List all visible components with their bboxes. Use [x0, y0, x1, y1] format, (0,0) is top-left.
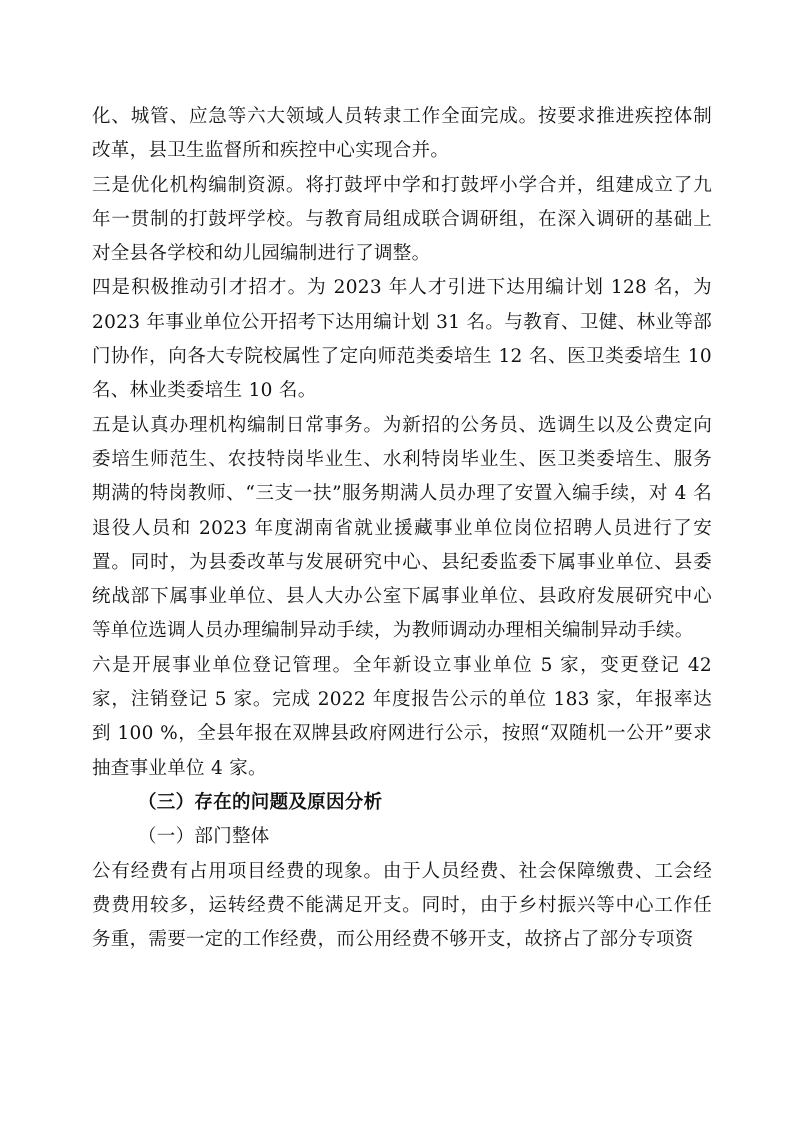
- paragraph-daily-affairs: 五是认真办理机构编制日常事务。为新招的公务员、选调生以及公费定向委培生师范生、农技特岗毕业生、水利特岗毕业生、医卫类委培生、服务期满的特岗教师、“三支一扶”服务期满人员办理了安置入编手续，对 4 名退役人员和 2023 年度湖南省就业援藏事业单位岗位招聘人员进行了安置。同时，为县委改革与发展研究中心、县纪委监委下属事业单位、县委统战部下属事业单位、县人大办公室下属事业单位、县政府发展研究中心等单位选调人员办理编制异动手续，为教师调动办理相关编制异动手续。: [92, 414, 712, 642]
- paragraph-registration-management: 六是开展事业单位登记管理。全年新设立事业单位 5 家，变更登记 42 家，注销登记 5 家。完成 2022 年度报告公示的单位 183 家，年报率达到 100 %，全县年报在双牌县政府网进行公示，按照“双随机一公开”要求抽查事业单位 4 家。: [92, 654, 712, 779]
- paragraph-talent-recruitment: 四是积极推动引才招才。为 2023 年人才引进下达用编计划 128 名，为 2023 年事业单位公开招考下达用编计划 31 名。与教育、卫健、林业等部门协作，向各大专院校属性了定向师范类委培生 12 名、医卫类委培生 10 名、林业类委培生 10 名。: [92, 277, 712, 402]
- paragraph-personnel-transfer: 化、城管、应急等六大领域人员转隶工作全面完成。按要求推进疾控体制改革，县卫生监督所和疾控中心实现合并。: [92, 106, 712, 162]
- paragraph-optimize-resources: 三是优化机构编制资源。将打鼓坪中学和打鼓坪小学合并，组建成立了九年一贯制的打鼓坪学校。与教育局组成联合调研组，在深入调研的基础上对全县各学校和幼儿园编制进行了调整。: [92, 174, 712, 265]
- document-body: [92, 100, 712, 957]
- subsection-heading: （一）部门整体: [138, 826, 270, 848]
- section-heading: （三）存在的问题及原因分析: [138, 791, 383, 813]
- paragraph-funding-issue: 公有经费有占用项目经费的现象。由于人员经费、社会保障缴费、工会经费费用较多，运转经费不能满足开支。同时，由于乡村振兴等中心工作任务重，需要一定的工作经费，而公用经费不够开支，故挤占了部分专项资: [92, 860, 712, 951]
